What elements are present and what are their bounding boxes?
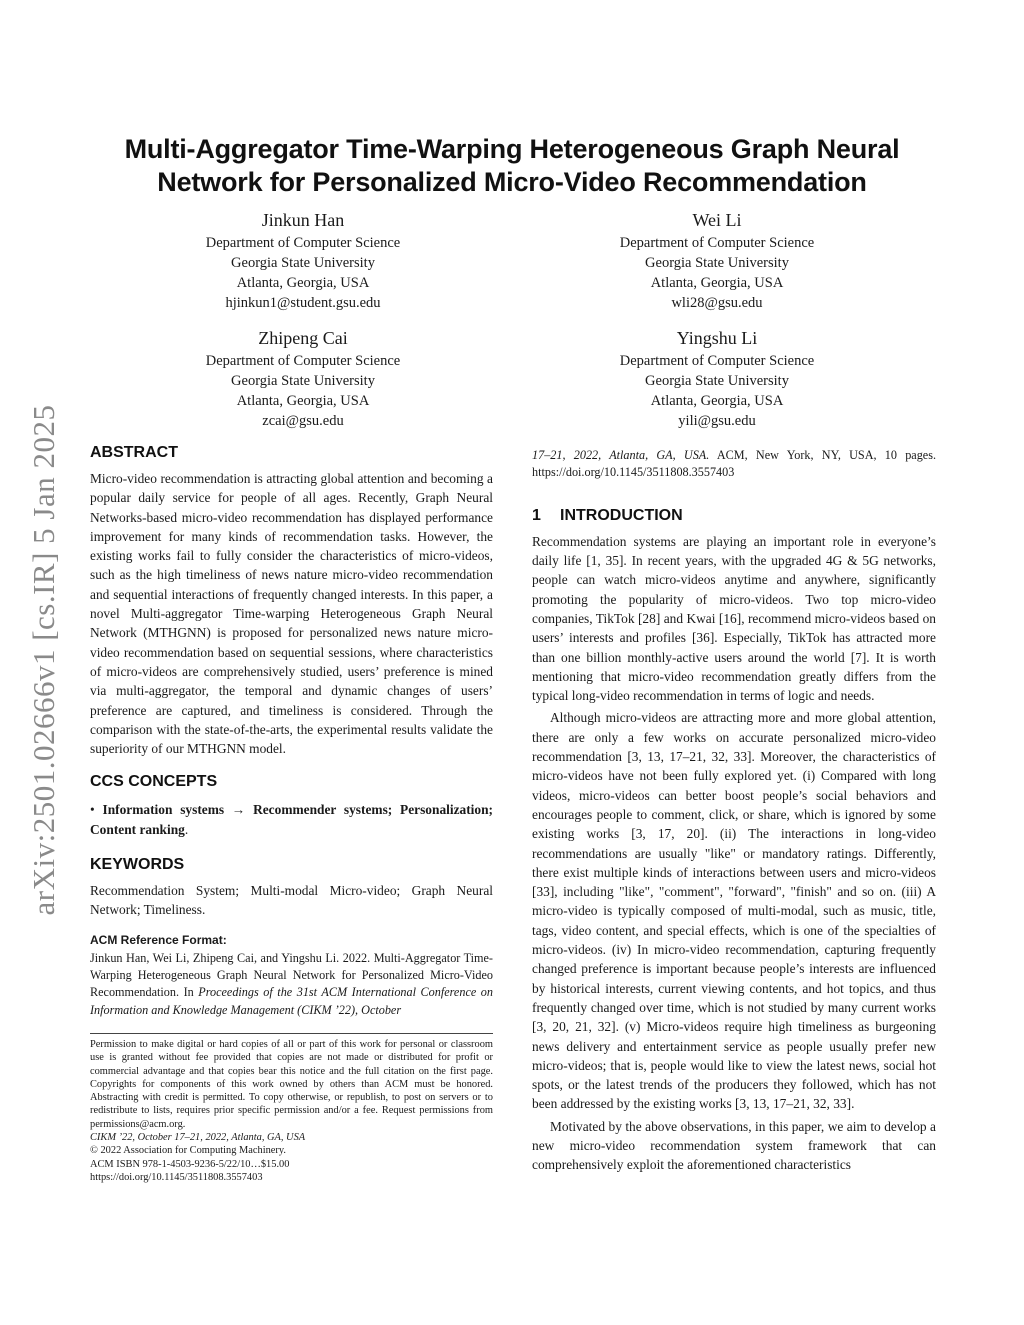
author-block-2	[557, 208, 877, 313]
author-univ: Georgia State University	[645, 373, 789, 389]
author-dept: Department of Computer Science	[619, 353, 815, 369]
acm-ref-cont-plain: ACM, New York, NY, USA, 10 pages. https://doi.org/10.1145/3511808.3557403	[532, 448, 937, 480]
intro-paragraph-1: Recommendation systems are playing an important role in everyone’s daily life [1, 35]. In recent years, with the upgraded 4G & 5G networks, people can watch micro-videos anytime and anywhere, significantly promoting the popularity of micro-videos. Two top micro-video companies, TikTok [28] and Kwai [16], recommend micro-videos based on users’ interests and profiles [36]. Especially, TikTok has attracted more than one billion monthly-active users around the world [7]. It is worth mentioning that micro-video recommendation greatly differs from the typical long-video recommendation in terms of logic and needs.	[532, 533, 936, 704]
paper-title	[60, 133, 964, 199]
author-dept: Department of Computer Science	[619, 235, 815, 251]
ccs-text	[90, 800, 493, 839]
ccs-end: .	[184, 821, 189, 837]
conference-info	[90, 1131, 493, 1144]
author-location: Atlanta, Georgia, USA	[650, 393, 784, 409]
author-email[interactable]: wli28@gsu.edu	[671, 295, 763, 311]
author-name: Yingshu Li	[676, 328, 758, 348]
author-univ: Georgia State University	[231, 373, 375, 389]
acm-ref-plain: Jinkun Han, Wei Li, Zhipeng Cai, and Yingshu Li. 2022. Multi-Aggregator Time-Warping Heterogeneous Graph Neural Network for Personalized Micro-Video Recommendation. In	[90, 950, 493, 1000]
ccs-heading: CCS CONCEPTS	[90, 773, 218, 791]
acm-ref-heading: ACM Reference Format:	[90, 932, 227, 947]
abstract-text: Micro-video recommendation is attracting global attention and becoming a popular daily service for people of all ages. Recently, Graph Neural Networks-based micro-video recommendation has displayed performance improvement for many kinds of recommendation tasks. However, the existing works fail to fully consider the characteristics of micro-videos, such as the high timeliness of news nature micro-video recommendation and sequential interactions of frequently changed interests. In this paper, a novel Multi-aggregator Time-warping Heterogeneous Graph Neural Network (MTHGNN) is proposed for personalized news nature micro-video recommendation based on sequential sessions, where characteristics of micro-videos are comprehensively studied, users’ preference is mined via multi-aggregator, the temporal and dynamic changes of users’ preference are captured, and timeliness is considered. Through the comparison with the state-of-the-arts, the experimental results validate the superiority of our MTHGNN model.	[90, 471, 493, 757]
acm-ref-cont-italic: 17–21, 2022, Atlanta, GA, USA.	[532, 448, 710, 462]
intro-heading	[532, 506, 936, 526]
author-email[interactable]: hjinkun1@student.gsu.edu	[225, 295, 381, 311]
copyright-line: © 2022 Association for Computing Machinery.	[90, 1145, 286, 1157]
author-univ: Georgia State University	[231, 255, 375, 271]
author-location: Atlanta, Georgia, USA	[236, 393, 370, 409]
keywords-heading: KEYWORDS	[90, 856, 185, 874]
section-title: INTRODUCTION	[560, 506, 683, 524]
left-column	[90, 443, 493, 1019]
author-dept: Department of Computer Science	[205, 353, 401, 369]
footnote-rule	[90, 1033, 493, 1034]
section-number: 1	[532, 506, 541, 524]
ccs-concept-1: Information systems	[102, 802, 225, 818]
intro-paragraph-3: Motivated by the above observations, in this paper, we aim to develop a new micro-video recommendation system framework that can comprehensively exploit the aforementioned characteristics	[532, 1118, 936, 1173]
author-block-3	[143, 326, 463, 431]
author-dept: Department of Computer Science	[205, 235, 401, 251]
ccs-concept-2: Recommender systems; Personalization; Content ranking	[90, 802, 493, 837]
doi-link[interactable]: https://doi.org/10.1145/3511808.3557403	[90, 1171, 263, 1183]
permission-notice: Permission to make digital or hard copies of all or part of this work for personal or classroom use is granted without fee provided that copies are not made or distributed for profit or commercial advantage and that copies bear this notice and the full citation on the first page. Copyrights for components of this work owned by others than ACM must be honored. Abstracting with credit is permitted. To copy otherwise, or republish, to post on servers or to redistribute to lists, requires prior specific permission and/or a fee. Request permissions from permissions@acm.org.	[90, 1039, 493, 1130]
right-column	[532, 447, 936, 1175]
abstract-heading: ABSTRACT	[90, 444, 178, 461]
arxiv-id: arXiv:2501.02666v1 [cs.IR] 5 Jan 2025	[26, 404, 61, 916]
author-name: Zhipeng Cai	[258, 328, 348, 348]
isbn-line: ACM ISBN 978-1-4503-9236-5/22/10…$15.00	[90, 1158, 290, 1170]
footnote-block	[90, 1038, 493, 1184]
author-univ: Georgia State University	[645, 255, 789, 271]
author-location: Atlanta, Georgia, USA	[236, 275, 370, 291]
intro-paragraph-2: Although micro-videos are attracting more and more global attention, there are only a few works on accurate personalized micro-video recommendation [3, 13, 17–21, 32, 33]. Moreover, the characteristics of micro-videos have not been fully explored yet. (i) Compared with long videos, micro-videos can better boost people’s social behaviors and encourages people to comment, click, or share, which is ignored by some existing works [3, 17, 20]. (ii) The interactions in long-video recommendations are usually "like" or mandatory ratings. Differently, there exist multiple kinds of interactions between users and micro-videos [33], including "like", "comment", "forward", "finish" and so on. (iii) A micro-video is typically composed of multi-modal, such as music, title, tags, video content, and special effects, which is one of the specialties of micro-videos. (iv) In micro-video recommendation, capturing frequently changed preference is important because people’s interests are influenced by historical interests, current viewing contents, and hot topics, and thus frequently changed over time, which is not studied by many current works [3, 20, 21, 32]. (v) Micro-videos require high timeliness as burgeoning news delivery and entertainment service as people usually prefer new micro-videos; that is, people would like to view the latest news, social hot spots, or the latest trends of the producers they followed, which has not been addressed by the existing works [3, 13, 17–21, 32, 33].	[532, 710, 936, 1112]
acm-ref-text	[90, 950, 493, 1020]
acm-ref-italic: Proceedings of the 31st ACM International Conference on Information and Knowledge Management (CIKM ’22), October	[90, 985, 493, 1017]
title-line-2: Network for Personalized Micro-Video Recommendation	[157, 167, 867, 197]
title-line-1: Multi-Aggregator Time-Warping Heterogeneous Graph Neural	[124, 134, 900, 164]
acm-ref-continuation	[532, 447, 936, 482]
conference-name: CIKM ’22, October 17–21, 2022, Atlanta, GA, USA	[90, 1132, 306, 1144]
ccs-bullet: •	[90, 802, 103, 818]
author-name: Wei Li	[692, 210, 742, 230]
keywords-text: Recommendation System; Multi-modal Micro-video; Graph Neural Network; Timeliness.	[90, 883, 493, 918]
author-block-4	[557, 326, 877, 431]
author-email[interactable]: zcai@gsu.edu	[262, 413, 344, 429]
author-email[interactable]: yili@gsu.edu	[678, 413, 756, 429]
ccs-arrow: →	[224, 802, 254, 818]
author-block-1	[143, 208, 463, 313]
author-location: Atlanta, Georgia, USA	[650, 275, 784, 291]
author-name: Jinkun Han	[261, 210, 345, 230]
